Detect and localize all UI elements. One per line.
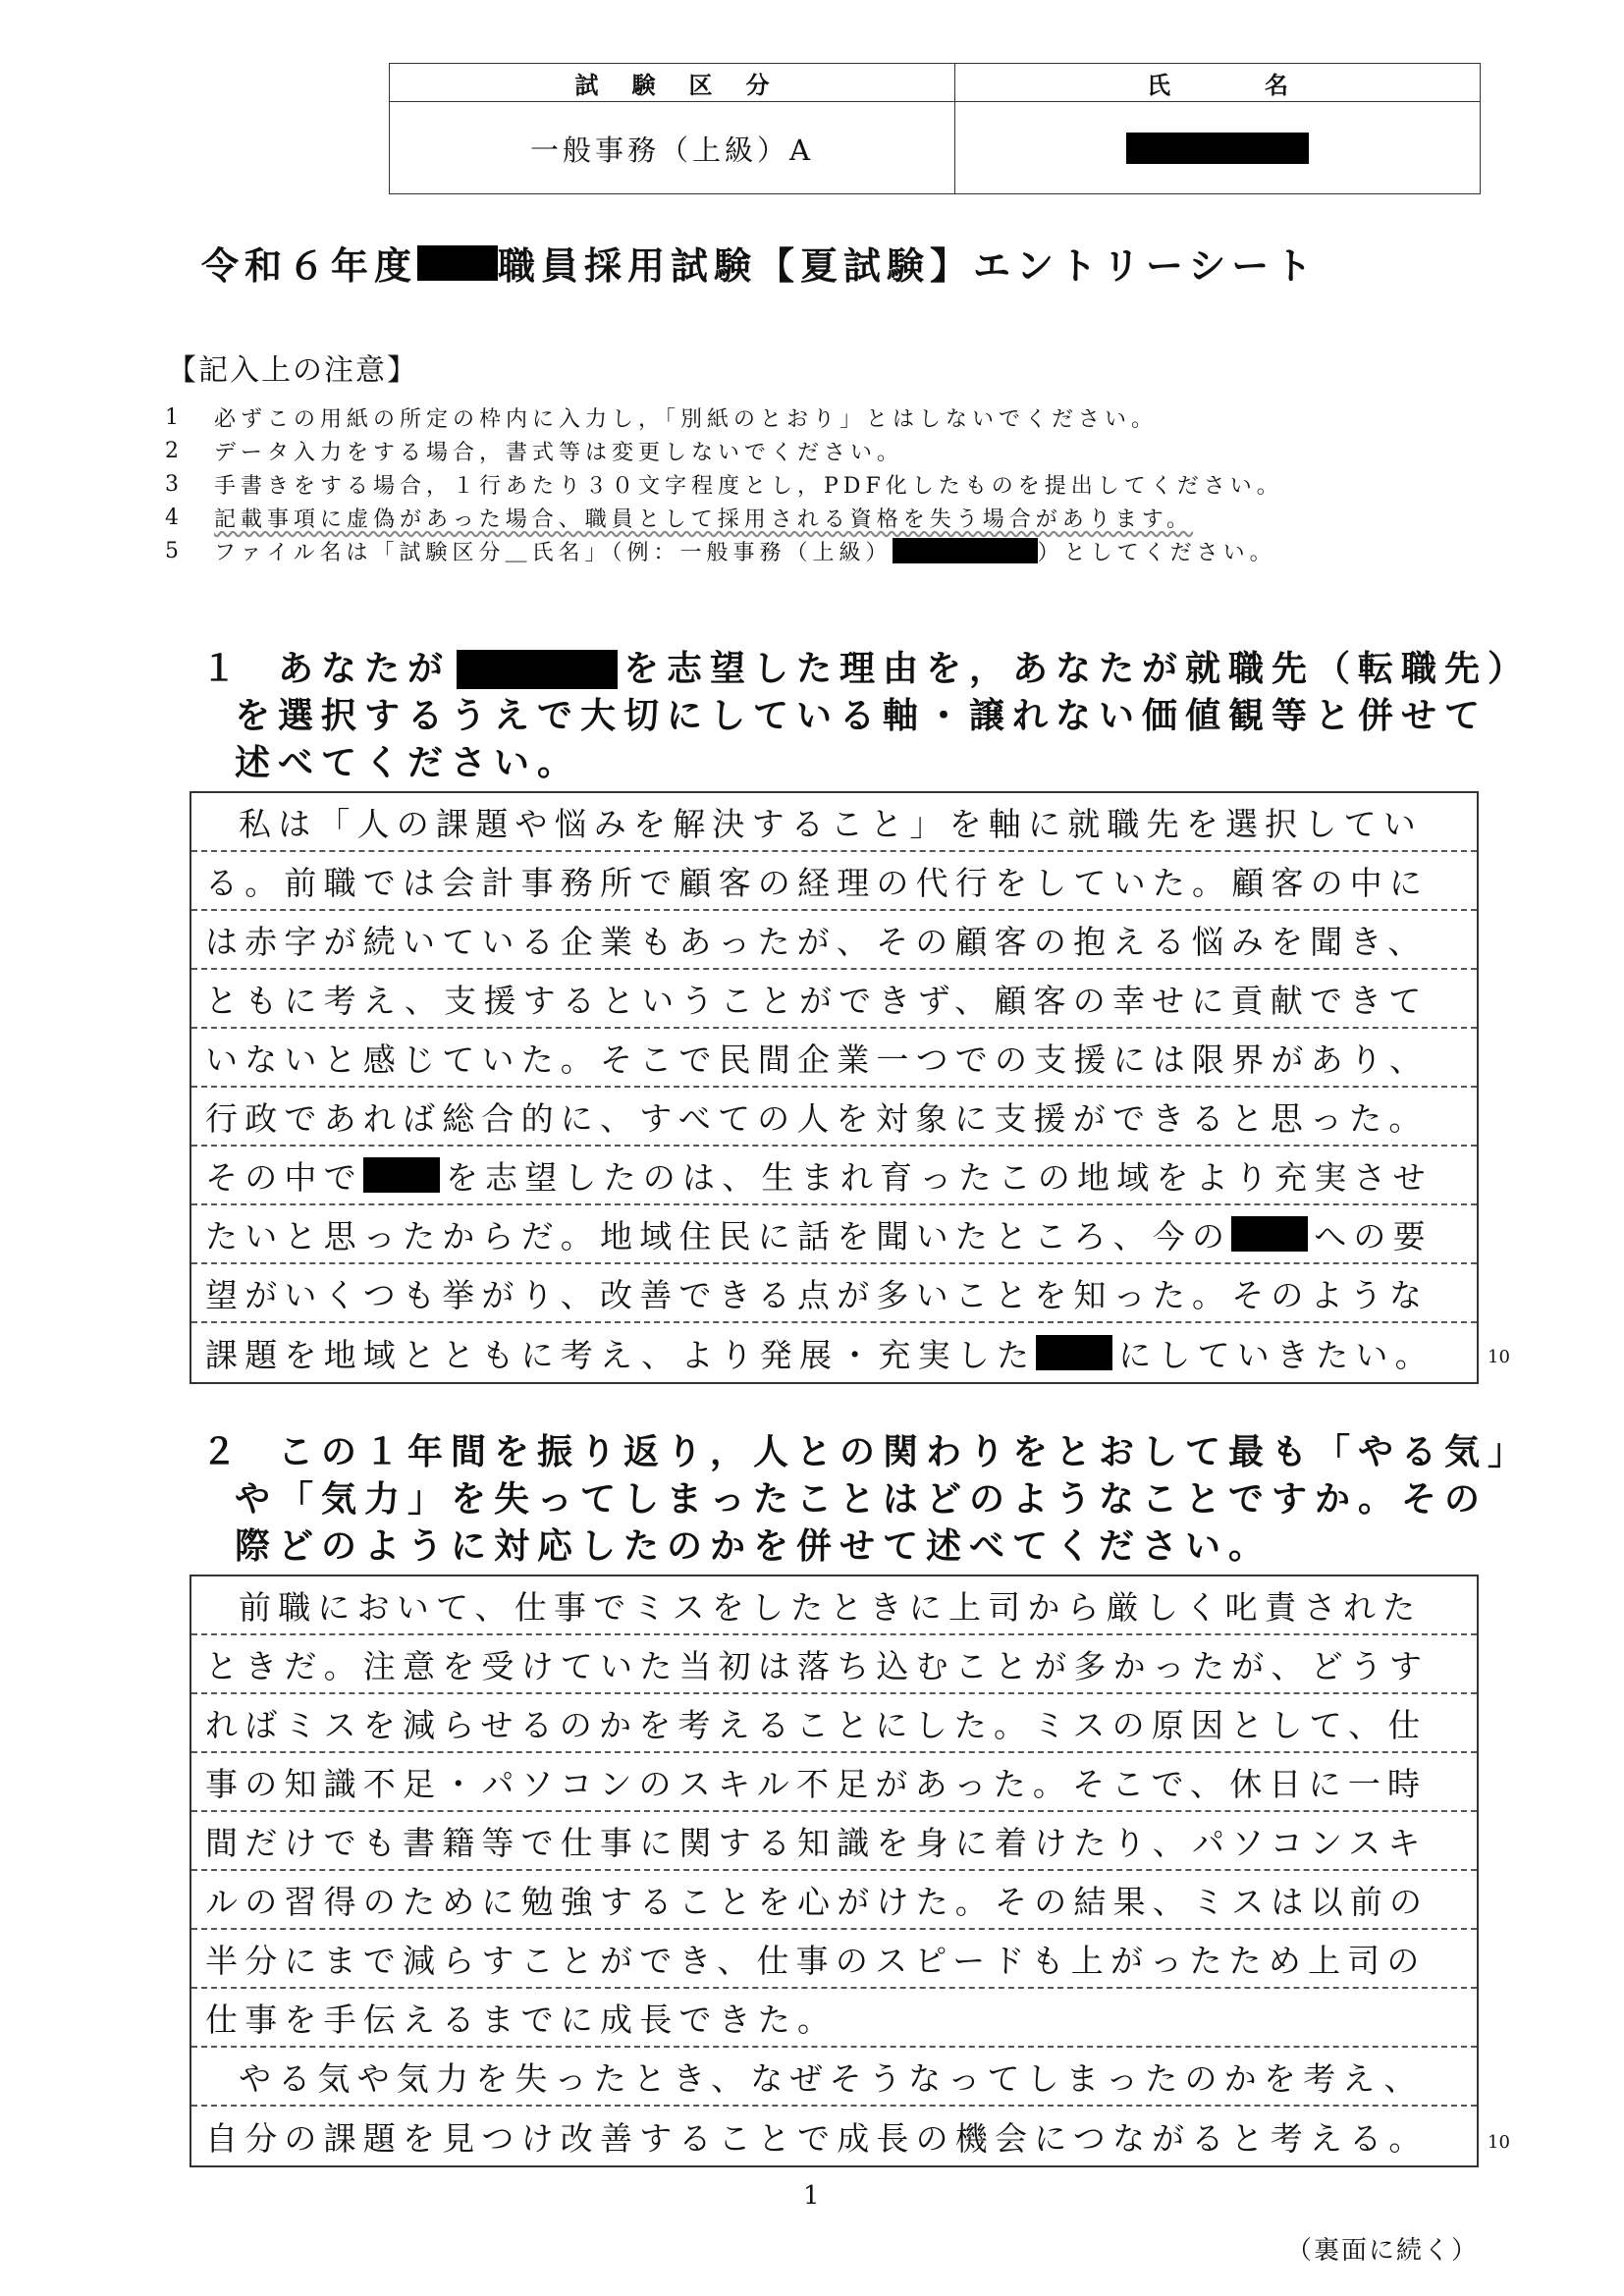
note-item (165, 534, 1283, 567)
answer-line (191, 1753, 1477, 1812)
answer-text: いないと感じていた。そこで民間企業一つでの支援には限界があり、 (205, 1040, 1430, 1079)
answer-text: への要 (1314, 1216, 1433, 1255)
answer-text: 半分にまで減らすことができ、仕事のスピードも上がったため上司の (205, 1941, 1427, 1980)
answer-line (191, 2107, 1477, 2165)
answer-line (191, 1871, 1477, 1930)
answer-text: ればミスを減らせるのかを考えることにした。ミスの原因として、仕 (205, 1705, 1428, 1744)
answer-text: 前職において、仕事でミスをしたときに上司から厳しく叱責された (239, 1587, 1423, 1627)
filename-redaction (893, 538, 1038, 563)
note-text: 必ずこの用紙の所定の枠内に入力し，「別紙のとおり」とはしないでください。 (214, 406, 1159, 432)
answer-text: ときだ。注意を受けていた当初は落ち込むことが多かったが、どうす (205, 1646, 1430, 1685)
name-redaction (1126, 133, 1309, 164)
answer-text: 間だけでも書籍等で仕事に関する知識を身に着けたり、パソコンスキ (205, 1823, 1428, 1862)
note-text: ファイル名は「試験区分＿氏名」（例：一般事務（上級） (214, 540, 893, 565)
question-text: 述べてください。 (235, 743, 581, 783)
line-count: 10 (1488, 1347, 1510, 1367)
note-text: 記載事項に虚偽があった場合、職員として採用される資格を失う場合があります。 (214, 507, 1194, 532)
answer-line (191, 1635, 1477, 1694)
answer-text: その中で (205, 1157, 363, 1197)
answer-redaction (1036, 1335, 1112, 1370)
question-text: を志望した理由を，あなたが就職先（転職先） (623, 649, 1532, 689)
question-text: を選択するうえで大切にしている軸・譲れない価値観等と併せて (235, 696, 1489, 736)
answer-line (191, 793, 1477, 852)
title-suffix: 職員採用試験【夏試験】エントリーシート (498, 244, 1319, 288)
answer-line (191, 1989, 1477, 2048)
answer-line (191, 852, 1477, 911)
name-value-cell (955, 102, 1480, 194)
question-2 (201, 1429, 1531, 1571)
answer-text: 私は「人の課題や悩みを解決すること」を軸に就職先を選択してい (239, 804, 1423, 843)
answer-text: ともに考え、支援するということができず、顧客の幸せに貢献できて (205, 981, 1429, 1020)
answer-redaction (1231, 1216, 1308, 1252)
answer-text: ルの習得のために勉強することを心がけた。その結果、ミスは以前の (205, 1882, 1430, 1921)
answer-text: 仕事を手伝えるまでに成長できた。 (205, 2000, 838, 2039)
name-header-cell (955, 64, 1480, 101)
answer-text: 行政であれば総合的に、すべての人を対象に支援ができると思った。 (205, 1098, 1429, 1138)
exam-category-value: 一般事務（上級）A (530, 133, 814, 167)
answer-text: やる気や気力を失ったとき、なぜそうなってしまったのかを考え、 (239, 2058, 1424, 2098)
answer-text: たいと思ったからだ。地域住民に話を聞いたところ、今の (205, 1216, 1232, 1255)
answer-line (191, 1694, 1477, 1753)
answer-text: を志望したのは、生まれ育ったこの地域をより充実させ (445, 1157, 1433, 1197)
question-number: ２ (201, 1432, 245, 1472)
answer-text: 望がいくつも挙がり、改善できる点が多いことを知った。そのような (205, 1275, 1430, 1314)
question-text: あなたが (278, 649, 452, 689)
notes-list (165, 400, 1283, 567)
note-text: データ入力をする場合，書式等は変更しないでください。 (214, 440, 904, 465)
answer-line (191, 911, 1477, 970)
exam-category-label: 試験区分 (574, 71, 803, 99)
answer-text: は赤字が続いている企業もあったが、その顧客の抱える悩みを聞き、 (205, 922, 1428, 961)
note-text: ）としてください。 (1037, 540, 1276, 565)
note-number: 3 (165, 471, 184, 497)
note-number: 2 (165, 438, 184, 463)
answer-line (191, 1147, 1477, 1205)
question-text: や「気力」を失ってしまったことはどのようなことですか。その (235, 1479, 1489, 1520)
answer-line (191, 1930, 1477, 1989)
answer-line (191, 970, 1477, 1029)
answer-text: 事の知識不足・パソコンのスキル不足があった。そこで、休日に一時 (205, 1764, 1428, 1803)
answer-redaction (363, 1157, 440, 1193)
question-text: この１年間を振り返り，人との関わりをとおして最も「やる気」 (278, 1432, 1532, 1472)
answer-line (191, 1576, 1477, 1635)
question-redaction (457, 650, 618, 689)
answer-text: る。前職では会計事務所で顧客の経理の代行をしていた。顧客の中に (205, 863, 1430, 902)
note-number: 1 (165, 404, 184, 430)
answer-line (191, 1812, 1477, 1871)
question-text: 際どのように対応したのかを併せて述べてください。 (235, 1526, 1272, 1567)
note-number: 5 (165, 538, 184, 563)
page-number: 1 (803, 2181, 820, 2211)
question-number: １ (201, 649, 245, 689)
note-item (165, 467, 1283, 501)
line-count: 10 (1488, 2132, 1510, 2153)
exam-category-header-cell (390, 64, 955, 101)
note-text: 手書きをする場合，１行あたり３０文字程度とし，PDF化したものを提出してください。 (214, 473, 1283, 499)
answer-line (191, 2048, 1477, 2107)
note-item (165, 434, 1283, 467)
answer-text: 自分の課題を見つけ改善することで成長の機会につながると考える。 (205, 2118, 1429, 2158)
page-title (201, 236, 1318, 290)
title-redaction (417, 245, 498, 281)
answer-text: 課題を地域とともに考え、より発展・充実した (205, 1335, 1037, 1374)
notes-heading: 【記入上の注意】 (167, 353, 418, 388)
note-item (165, 501, 1283, 534)
question-1 (201, 646, 1531, 787)
name-label: 氏名 (1147, 71, 1382, 99)
answer-line (191, 1264, 1477, 1323)
answer-line (191, 1323, 1477, 1382)
continue-note: （裏面に続く） (1286, 2236, 1480, 2266)
header-table (389, 63, 1481, 194)
answer-box-1 (189, 791, 1479, 1384)
note-item (165, 400, 1283, 434)
note-number: 4 (165, 505, 184, 530)
answer-box-2 (189, 1575, 1479, 2167)
answer-line (191, 1029, 1477, 1088)
answer-text: にしていきたい。 (1118, 1335, 1435, 1374)
answer-line (191, 1205, 1477, 1264)
answer-line (191, 1088, 1477, 1147)
title-prefix: 令和６年度 (201, 244, 418, 288)
exam-category-value-cell (390, 102, 955, 194)
